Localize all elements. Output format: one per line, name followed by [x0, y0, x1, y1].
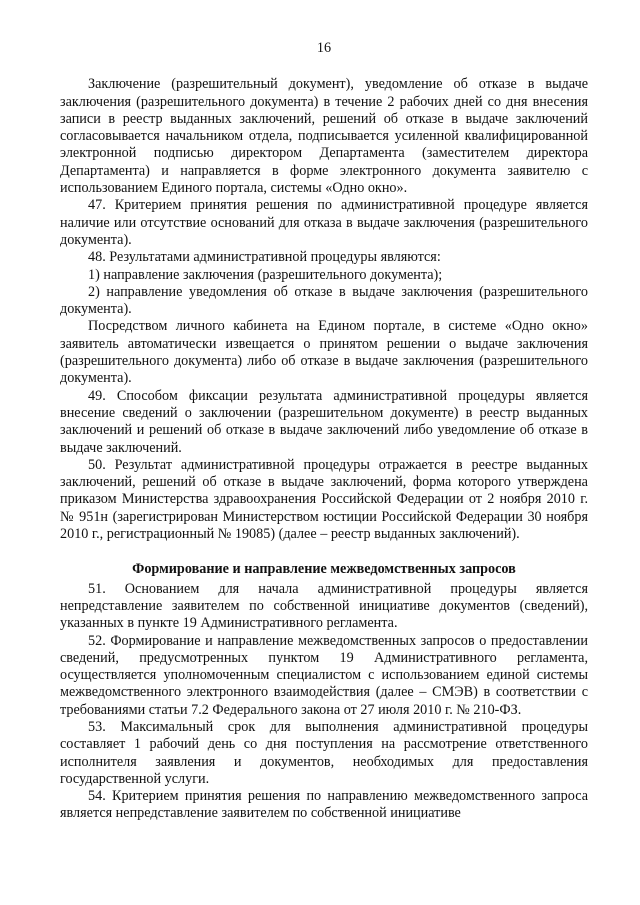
document-page [60, 40, 588, 823]
paragraph-51: 51. Основанием для начала административной процедуры является непредставление заявителем по собственной инициативе документов (сведений), указанных в пункте 19 Административного регламента. [60, 580, 588, 632]
paragraph-48-item-2: 2) направление уведомления об отказе в выдаче заключения (разрешительного документа). [60, 283, 588, 318]
paragraph-conclusion-signing: Заключение (разрешительный документ), уведомление об отказе в выдаче заключения (разрешительного документа) в течение 2 рабочих дней со дня внесения записи в реестр выданных заключений, решений об отказе в выдаче заключений согласовывается начальником отдела, подписывается усиленной квалифицированной электронной подписью директором Департамента (заместителем директора Департамента) и направляется в форме электронного документа заявителю с использованием Единого портала, системы «Одно окно». [60, 76, 588, 197]
section-heading: Формирование и направление межведомственных запросов [132, 561, 516, 578]
page-number: 16 [316, 40, 332, 56]
paragraph-53: 53. Максимальный срок для выполнения административной процедуры составляет 1 рабочий день со дня поступления на рассмотрение ответственного исполнителя заявления и документов, необходимых для предоставления государственной услуги. [60, 718, 588, 787]
paragraph-52: 52. Формирование и направление межведомственных запросов о предоставлении сведений, предусмотренных пунктом 19 Административного регламента, осуществляется уполномоченным специалистом с использованием единой системы межведомственного электронного взаимодействия (далее – СМЭВ) в соответствии с требованиями статьи 7.2 Федерального закона от 27 июля 2010 г. № 210-ФЗ. [60, 632, 588, 718]
paragraph-48-item-1: 1) направление заключения (разрешительного документа); [88, 266, 443, 283]
paragraph-personal-account: Посредством личного кабинета на Едином портале, в системе «Одно окно» заявитель автоматически извещается о принятом решении о выдаче заключения (разрешительного документа) либо об отказе в выдаче заключения (разрешительного документа). [60, 318, 588, 387]
paragraph-54: 54. Критерием принятия решения по направлению межведомственного запроса является непредставление заявителем по собственной инициативе [60, 788, 588, 822]
paragraph-50: 50. Результат административной процедуры отражается в реестре выданных заключений, решений об отказе в выдаче заключений, форма которого утверждена приказом Министерства здравоохранения Российской Федерации от 2 ноября 2010 г. № 951н (зарегистрирован Министерством юстиции Российской Федерации 30 ноября 2010 г., регистрационный № 19085) (далее – реестр выданных заключений). [60, 456, 588, 543]
paragraph-49: 49. Способом фиксации результата административной процедуры является внесение сведений о заключении (разрешительном документе) в реестр выданных заключений и решений об отказе в выдаче заключений либо уведомление об отказе в выдаче заключений. [60, 387, 588, 456]
paragraph-48: 48. Результатами административной процедуры являются: [88, 249, 441, 266]
paragraph-47: 47. Критерием принятия решения по административной процедуре является наличие или отсутствие оснований для отказа в выдаче заключения (разрешительного документа). [60, 197, 588, 248]
